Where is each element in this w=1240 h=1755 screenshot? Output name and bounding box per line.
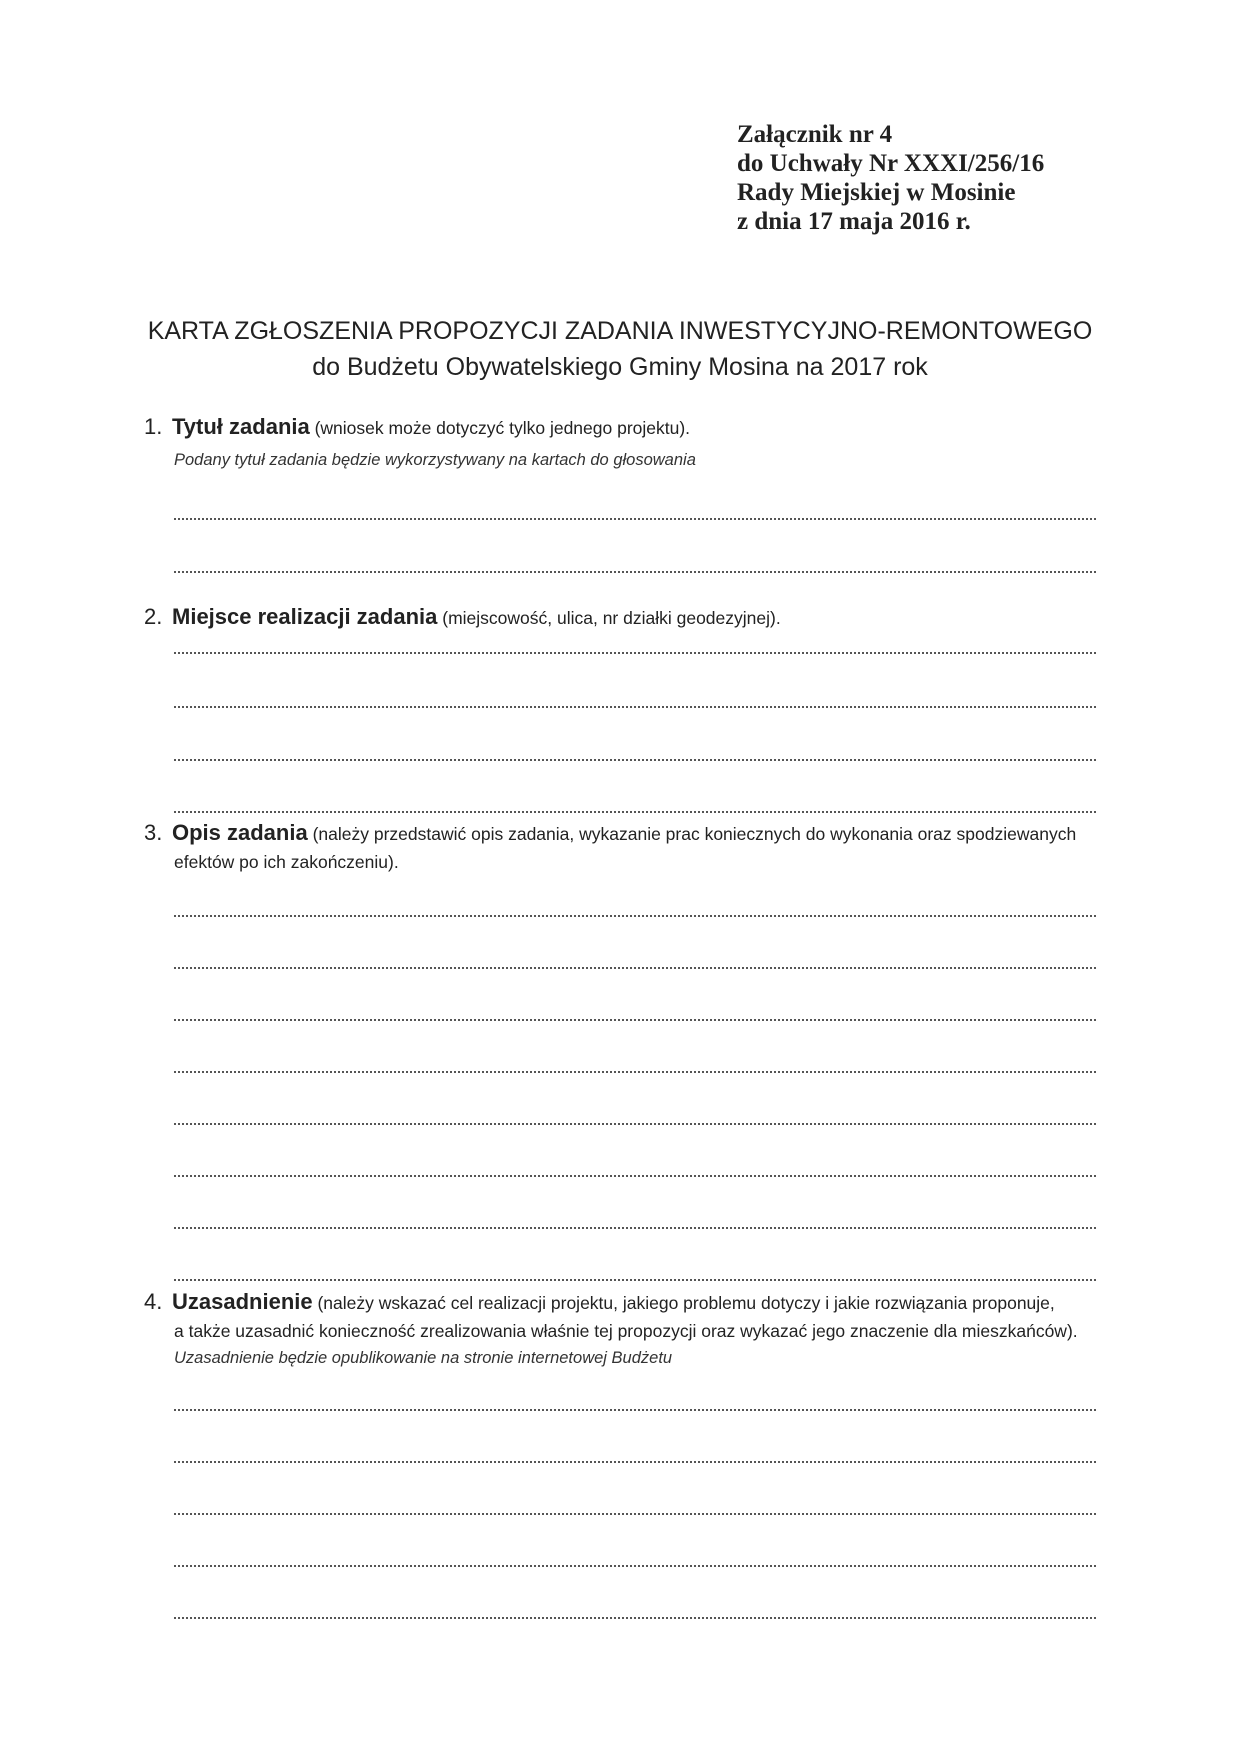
annex-line-4: z dnia 17 maja 2016 r. bbox=[737, 208, 971, 235]
section-4-header bbox=[144, 1289, 1055, 1315]
form-title-line-2: do Budżetu Obywatelskiego Gminy Mosina na 2017 rok bbox=[312, 353, 928, 381]
answer-line[interactable] bbox=[174, 706, 1096, 708]
annex-header bbox=[737, 120, 1044, 236]
answer-line[interactable] bbox=[174, 967, 1096, 969]
section-description: (należy przedstawić opis zadania, wykazanie prac koniecznych do wykonania oraz spodziewanych bbox=[307, 824, 1077, 844]
section-number: 2. bbox=[144, 604, 163, 629]
section-1-header bbox=[144, 414, 690, 440]
section-description: (wniosek może dotyczyć tylko jednego projektu). bbox=[309, 418, 691, 438]
answer-line[interactable] bbox=[174, 759, 1096, 761]
answer-line[interactable] bbox=[174, 518, 1096, 520]
section-number: 4. bbox=[144, 1289, 163, 1314]
answer-line[interactable] bbox=[174, 1279, 1096, 1281]
answer-line[interactable] bbox=[174, 915, 1096, 917]
form-title-line-1: KARTA ZGŁOSZENIA PROPOZYCJI ZADANIA INWESTYCYJNO-REMONTOWEGO bbox=[147, 317, 1093, 345]
answer-line[interactable] bbox=[174, 1019, 1096, 1021]
answer-line[interactable] bbox=[174, 811, 1096, 813]
section-2-header bbox=[144, 604, 781, 630]
section-heading: Opis zadania bbox=[172, 820, 308, 845]
section-description: (miejscowość, ulica, nr działki geodezyjnej). bbox=[437, 608, 781, 628]
answer-line[interactable] bbox=[174, 571, 1096, 573]
answer-line[interactable] bbox=[174, 1565, 1096, 1567]
form-title bbox=[0, 313, 1240, 385]
section-heading: Miejsce realizacji zadania bbox=[172, 604, 438, 629]
answer-line[interactable] bbox=[174, 1617, 1096, 1619]
section-number: 1. bbox=[144, 414, 163, 439]
section-number: 3. bbox=[144, 820, 163, 845]
answer-line[interactable] bbox=[174, 1227, 1096, 1229]
answer-line[interactable] bbox=[174, 652, 1096, 654]
section-3-header bbox=[144, 820, 1076, 846]
answer-line[interactable] bbox=[174, 1409, 1096, 1411]
section-heading: Tytuł zadania bbox=[172, 414, 310, 439]
section-3-description-cont: efektów po ich zakończeniu). bbox=[174, 852, 399, 872]
section-description: (należy wskazać cel realizacji projektu, jakiego problemu dotyczy i jakie rozwiązania proponuje, bbox=[312, 1293, 1055, 1313]
annex-line-3: Rady Miejskiej w Mosinie bbox=[737, 179, 1016, 206]
answer-line[interactable] bbox=[174, 1071, 1096, 1073]
annex-line-2: do Uchwały Nr XXXI/256/16 bbox=[737, 150, 1045, 177]
answer-line[interactable] bbox=[174, 1123, 1096, 1125]
section-4-note: Uzasadnienie będzie opublikowanie na stronie internetowej Budżetu bbox=[174, 1349, 673, 1367]
annex-line-1: Załącznik nr 4 bbox=[737, 121, 893, 148]
answer-line[interactable] bbox=[174, 1461, 1096, 1463]
section-heading: Uzasadnienie bbox=[172, 1289, 313, 1314]
answer-line[interactable] bbox=[174, 1175, 1096, 1177]
answer-line[interactable] bbox=[174, 1513, 1096, 1515]
section-4-description-cont: a także uzasadnić konieczność zrealizowania właśnie tej propozycji oraz wykazać jego znaczenie dla mieszkańców). bbox=[174, 1321, 1078, 1341]
section-1-note: Podany tytuł zadania będzie wykorzystywany na kartach do głosowania bbox=[174, 451, 696, 469]
